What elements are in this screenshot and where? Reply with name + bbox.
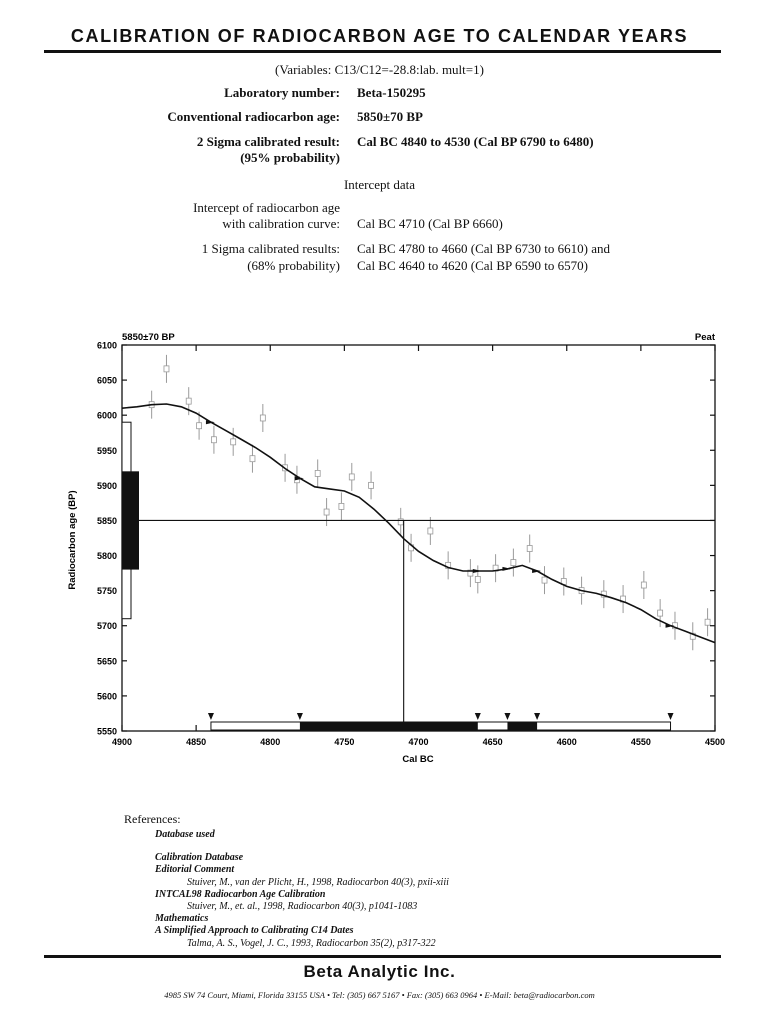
raw-date-marker	[705, 619, 710, 625]
range-boundary-marker	[297, 713, 303, 720]
raw-date-marker	[641, 582, 646, 588]
material-label: Peat	[694, 332, 715, 343]
two-sigma-value: Cal BC 4840 to 4530 (Cal BP 6790 to 6480)	[357, 134, 594, 149]
variables-line: (Variables: C13/C12=-28.8:lab. mult=1)	[275, 62, 484, 77]
reference-heading: A Simplified Approach to Calibrating C14 Dates	[155, 925, 354, 937]
reference-citation: Stuiver, M., et. al., 1998, Radiocarbon 40(3), p1041-1083	[187, 901, 418, 913]
reference-citation: Talma, A. S., Vogel, J. C., 1993, Radiocarbon 35(2), p317-322	[187, 937, 436, 949]
raw-date-marker	[658, 610, 663, 616]
x-tick-label: 4850	[186, 737, 207, 747]
raw-date-marker	[324, 509, 329, 515]
x-tick-label: 4500	[704, 737, 726, 747]
reference-citation: Stuiver, M., van der Plicht, H., 1998, Radiocarbon 40(3), pxii-xiii	[187, 876, 449, 888]
y-tick-label: 6050	[96, 375, 117, 386]
x-tick-label: 4550	[630, 737, 651, 747]
range-boundary-marker	[668, 713, 674, 720]
raw-date-marker	[428, 528, 433, 534]
raw-date-marker	[231, 439, 236, 445]
raw-date-marker	[250, 456, 255, 462]
raw-date-marker	[349, 474, 354, 480]
company-address: 4985 SW 74 Court, Miami, Florida 33155 USA • Tel: (305) 667 5167 • Fax: (305) 663 0964 • E-Mail: beta@radiocarbon.com	[164, 990, 595, 1000]
calibration-curve	[122, 404, 715, 643]
intercept-label-line1: Intercept of radiocarbon age	[193, 200, 340, 215]
range-boundary-marker	[504, 713, 510, 720]
one-sigma-label: 1 Sigma calibrated results:	[201, 241, 340, 256]
references-heading: References:	[124, 812, 181, 826]
y-tick-label: 5850	[96, 515, 117, 526]
sample-age-label: 5850±70 BP	[122, 332, 175, 343]
intercept-value: Cal BC 4710 (Cal BP 6660)	[357, 216, 503, 231]
raw-date-marker	[339, 503, 344, 509]
one-sigma-value-2: Cal BC 4640 to 4620 (Cal BP 6590 to 6570)	[357, 258, 588, 273]
y-tick-label: 6000	[96, 410, 117, 421]
x-tick-label: 4600	[556, 737, 577, 747]
reference-heading: Mathematics	[155, 913, 209, 925]
y-tick-label: 6100	[96, 340, 117, 351]
one-sigma-probability: (68% probability)	[247, 258, 340, 273]
y-tick-label: 5550	[96, 726, 117, 737]
y-tick-label: 5750	[96, 586, 117, 597]
range-boundary-marker	[475, 713, 481, 720]
report-title: CALIBRATION OF RADIOCARBON AGE TO CALENDAR YEARS	[70, 26, 689, 46]
y-tick-label: 5900	[96, 480, 117, 491]
raw-date-marker	[511, 560, 516, 566]
raw-date-marker	[186, 398, 191, 404]
x-tick-label: 4650	[482, 737, 503, 747]
y-tick-label: 5800	[96, 551, 117, 562]
y-axis-title: Radiocarbon age (BP)	[67, 490, 78, 590]
raw-date-marker	[527, 546, 532, 552]
reference-heading: INTCAL98 Radiocarbon Age Calibration	[155, 888, 326, 900]
raw-date-marker	[197, 423, 202, 429]
x-tick-label: 4900	[111, 737, 133, 747]
raw-date-marker	[369, 482, 374, 488]
raw-date-marker	[260, 415, 265, 421]
raw-date-marker	[475, 576, 480, 582]
y-tick-label: 5700	[96, 621, 117, 632]
one-sigma-age-bar	[122, 471, 139, 569]
y-tick-label: 5650	[96, 656, 117, 667]
reference-heading: Editorial Comment	[155, 864, 235, 876]
two-sigma-label: 2 Sigma calibrated result:	[196, 134, 340, 149]
conv-age-value: 5850±70 BP	[357, 109, 423, 124]
range-boundary-marker	[208, 713, 214, 720]
intercept-label-line2: with calibration curve:	[222, 216, 340, 231]
raw-date-marker	[315, 470, 320, 476]
two-sigma-probability: (95% probability)	[240, 150, 340, 165]
x-tick-label: 4800	[260, 737, 281, 747]
reference-gap	[155, 841, 449, 852]
intercept-heading: Intercept data	[343, 177, 416, 192]
y-tick-label: 5600	[96, 691, 117, 702]
x-tick-label: 4700	[408, 737, 429, 747]
plot-frame	[122, 345, 715, 731]
company-name: Beta Analytic Inc.	[303, 962, 456, 981]
x-axis-title: Cal BC	[402, 754, 434, 765]
raw-date-marker	[542, 577, 547, 583]
reference-heading: Calibration Database	[155, 852, 244, 864]
raw-date-marker	[398, 519, 403, 525]
y-tick-label: 5950	[96, 445, 117, 456]
reference-heading: Database used	[155, 829, 215, 840]
lab-number-value: Beta-150295	[357, 85, 426, 100]
lab-number-label: Laboratory number:	[224, 85, 340, 100]
one-sigma-range-bar	[507, 722, 537, 730]
conv-age-label: Conventional radiocarbon age:	[167, 109, 340, 124]
raw-date-marker	[164, 366, 169, 372]
raw-date-marker	[211, 437, 216, 443]
references-list	[124, 829, 449, 950]
range-boundary-marker	[534, 713, 540, 720]
references-block	[124, 812, 449, 950]
footer-rule	[44, 955, 721, 958]
one-sigma-value-1: Cal BC 4780 to 4660 (Cal BP 6730 to 6610) and	[357, 241, 611, 256]
one-sigma-range-bar	[300, 722, 478, 730]
x-tick-label: 4750	[334, 737, 355, 747]
